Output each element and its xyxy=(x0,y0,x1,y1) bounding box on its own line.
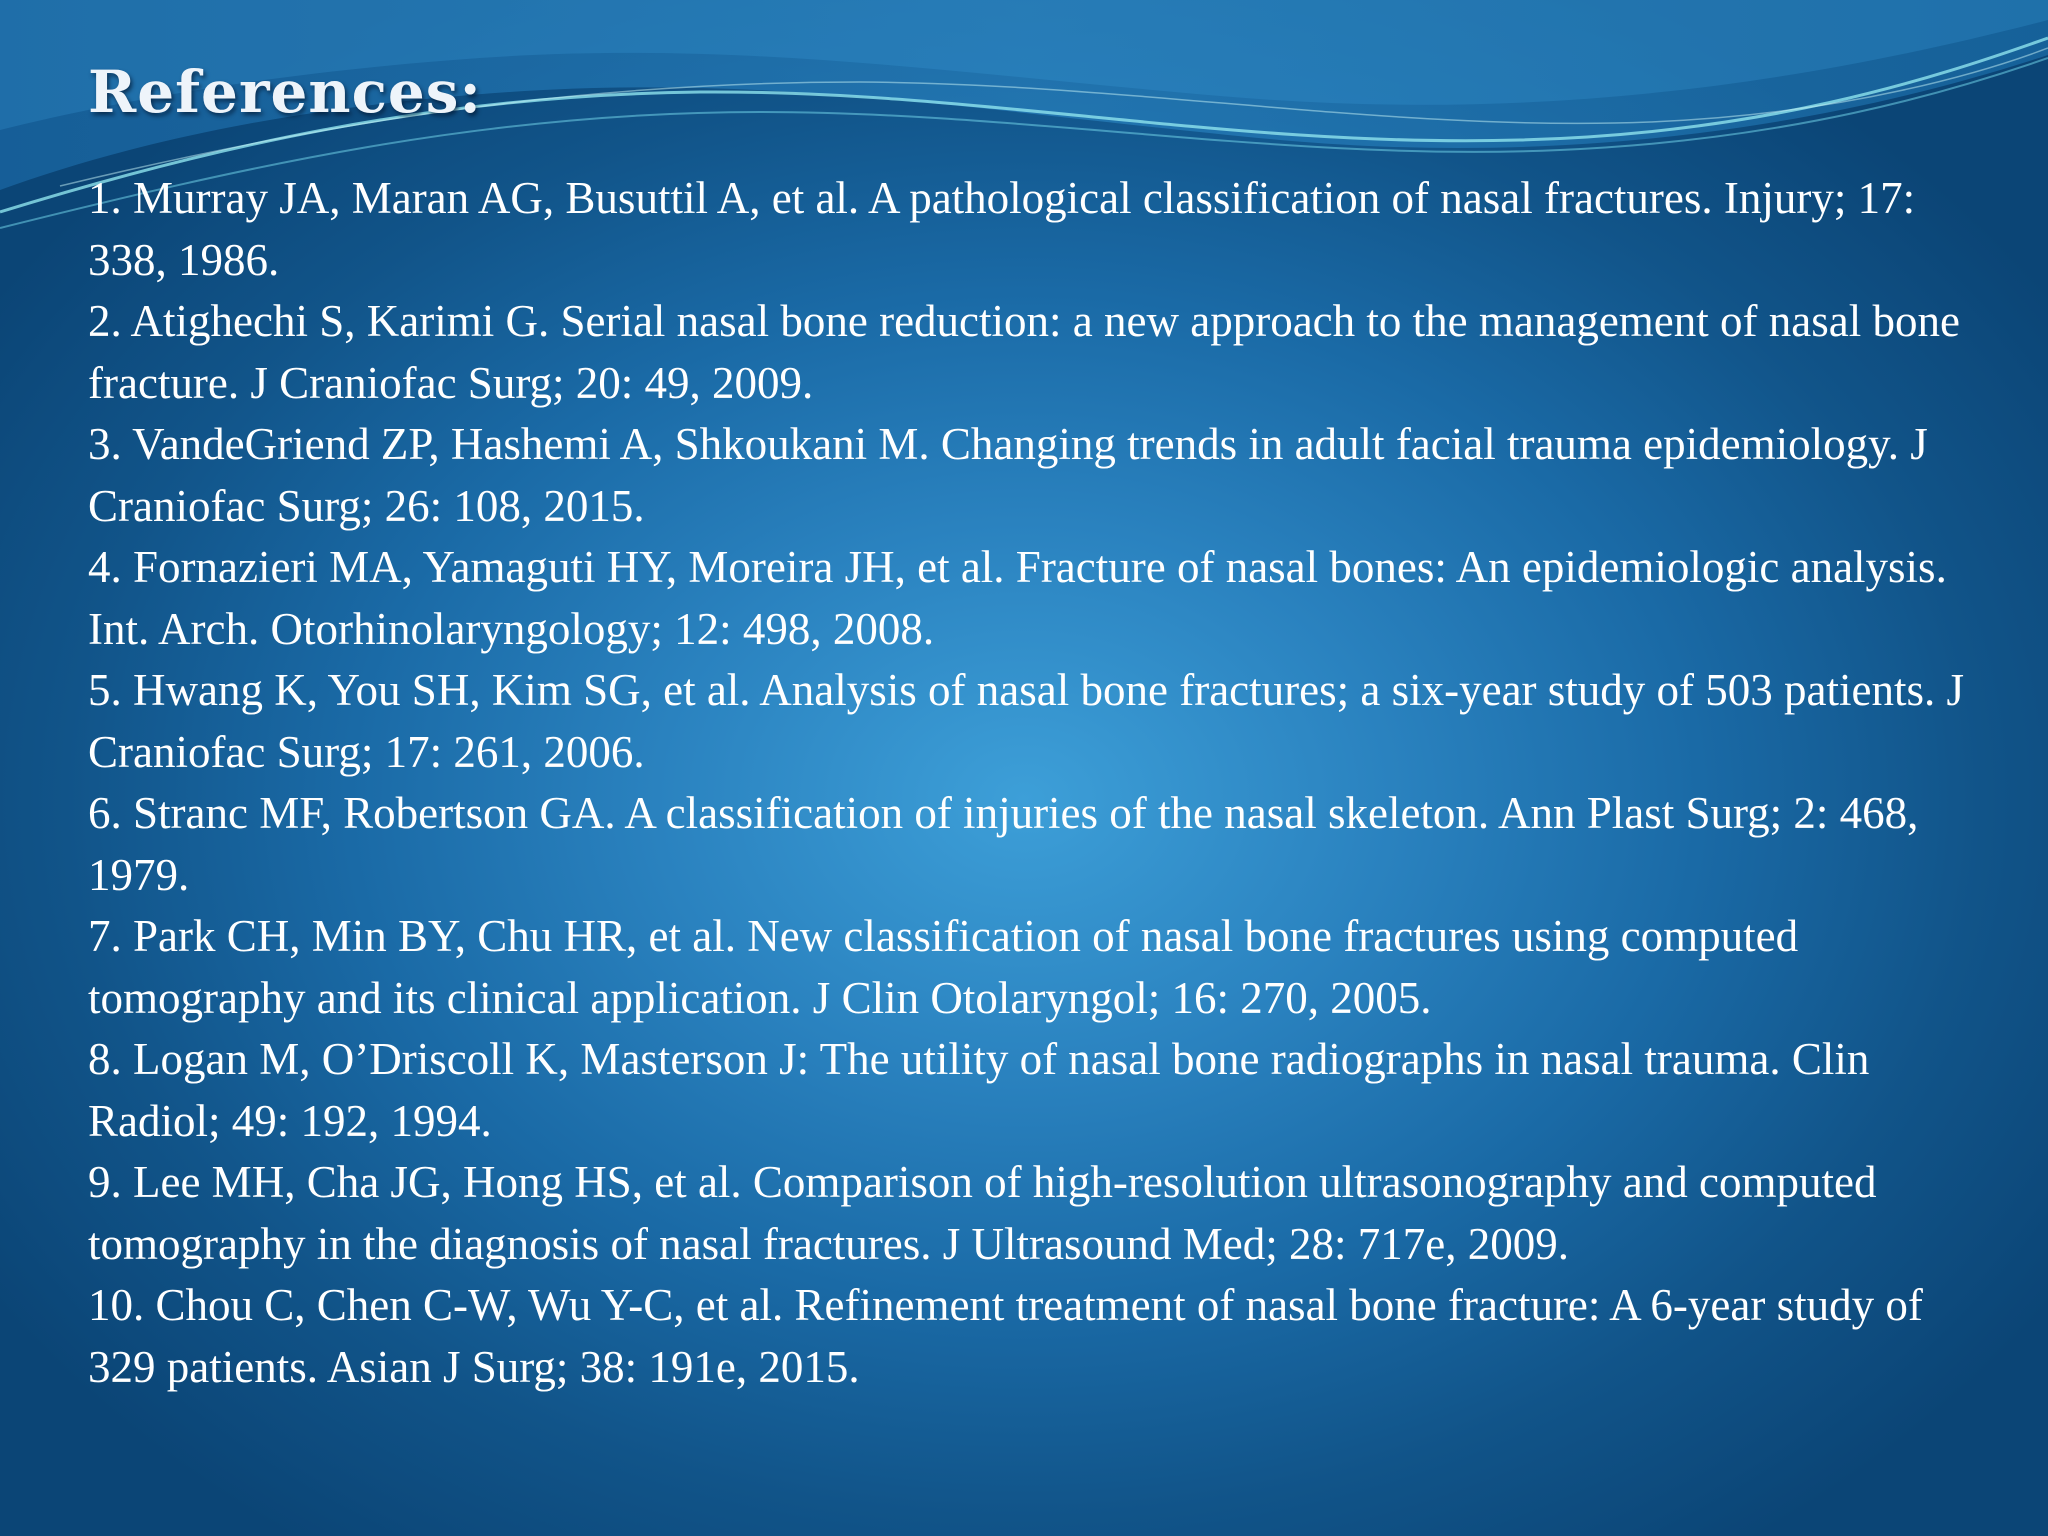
reference-item: 4. Fornazieri MA, Yamaguti HY, Moreira JH, et al. Fracture of nasal bones: An epidemiologic analysis. Int. Arch. Otorhinolaryngology; 12: 498, 2008. xyxy=(88,542,1947,654)
slide-title: References: xyxy=(88,58,482,126)
reference-item: 9. Lee MH, Cha JG, Hong HS, et al. Comparison of high-resolution ultrasonography and computed tomography in the diagnosis of nasal fractures. J Ultrasound Med; 28: 717e, 2009. xyxy=(88,1157,1877,1269)
reference-item: 8. Logan M, O’Driscoll K, Masterson J: The utility of nasal bone radiographs in nasal trauma. Clin Radiol; 49: 192, 1994. xyxy=(88,1034,1870,1146)
reference-item: 3. VandeGriend ZP, Hashemi A, Shkoukani M. Changing trends in adult facial trauma epidemiology. J Craniofac Surg; 26: 108, 2015. xyxy=(88,419,1928,531)
reference-item: 5. Hwang K, You SH, Kim SG, et al. Analysis of nasal bone fractures; a six-year study of 503 patients. J Craniofac Surg; 17: 261, 2006. xyxy=(88,665,1965,777)
reference-item: 10. Chou C, Chen C-W, Wu Y-C, et al. Refinement treatment of nasal bone fracture: A 6-year study of 329 patients. Asian J Surg; 38: 191e, 2015. xyxy=(88,1280,1923,1392)
reference-item: 2. Atighechi S, Karimi G. Serial nasal bone reduction: a new approach to the management of nasal bone fracture. J Craniofac Surg; 20: 49, 2009. xyxy=(88,296,1960,408)
reference-item: 7. Park CH, Min BY, Chu HR, et al. New classification of nasal bone fractures using computed tomography and its clinical application. J Clin Otolaryngol; 16: 270, 2005. xyxy=(88,911,1799,1023)
reference-item: 6. Stranc MF, Robertson GA. A classification of injuries of the nasal skeleton. Ann Plast Surg; 2: 468, 1979. xyxy=(88,788,1919,900)
reference-list xyxy=(88,168,1968,1398)
reference-item: 1. Murray JA, Maran AG, Busuttil A, et al. A pathological classification of nasal fractures. Injury; 17: 338, 1986. xyxy=(88,173,1916,285)
